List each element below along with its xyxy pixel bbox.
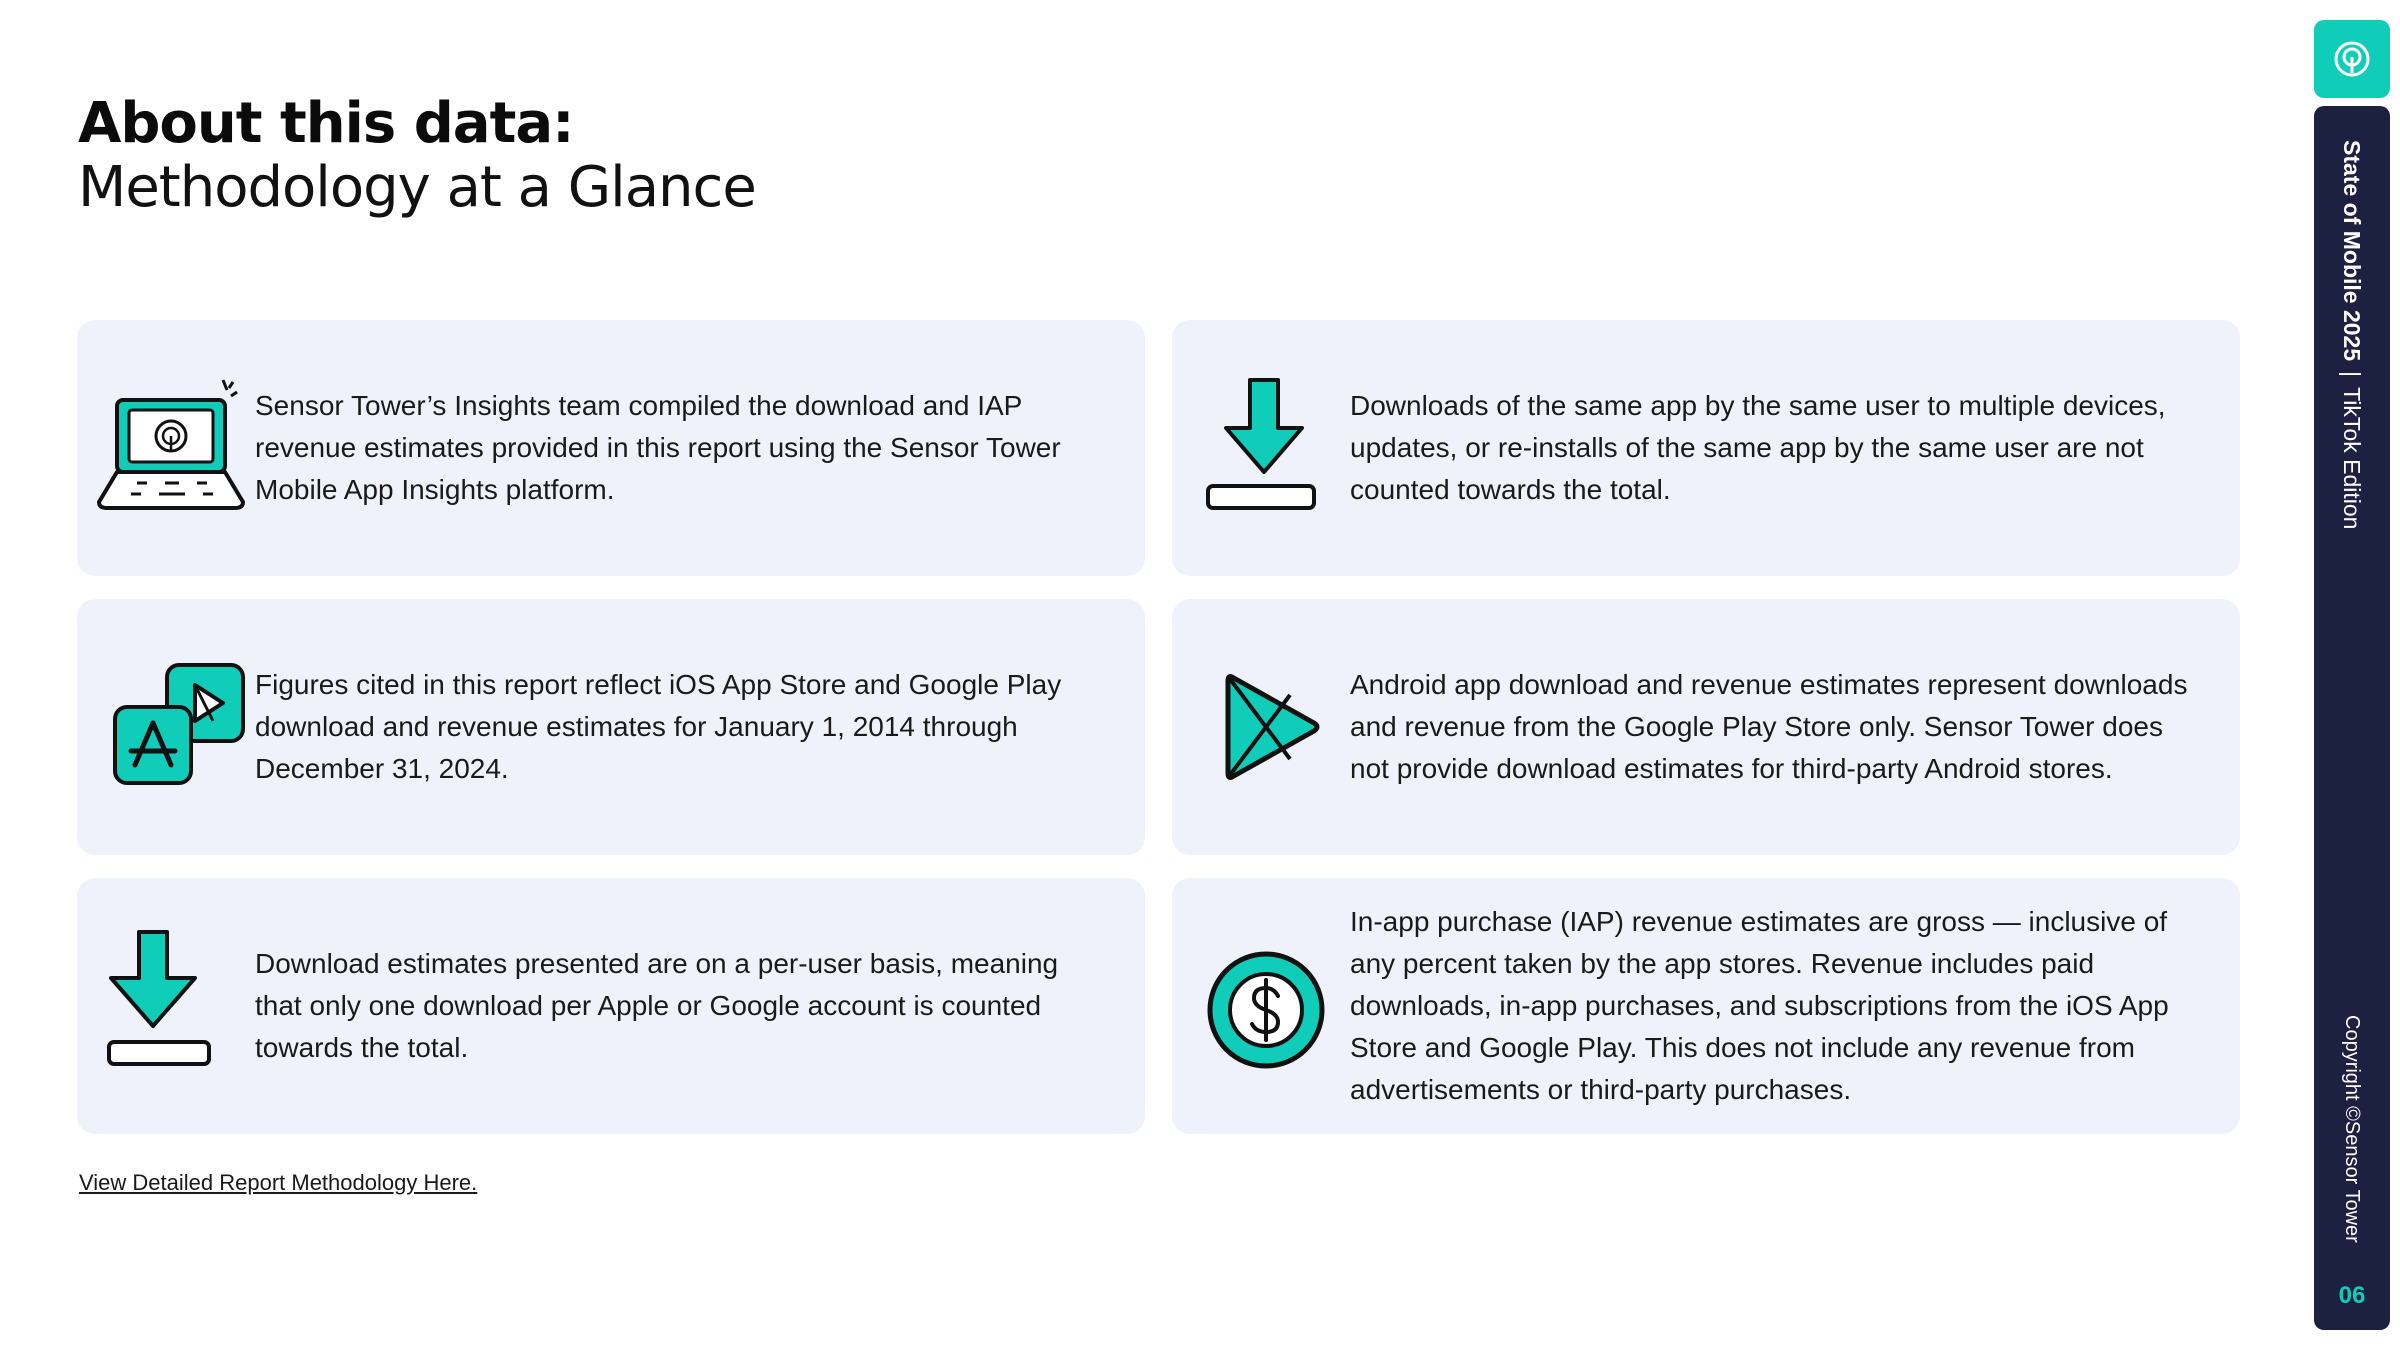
download-icon <box>1190 368 1350 528</box>
logo-button[interactable] <box>2314 20 2390 98</box>
dollar-coin-icon <box>1190 926 1350 1086</box>
card-text: Download estimates presented are on a per-user basis, meaning that only one download per Apple or Google account is counted towards the total. <box>255 948 1059 1063</box>
card-text: Sensor Tower’s Insights team compiled the download and IAP revenue estimates provided in this report using the Sensor Tower Mobile App Insights platform. <box>255 390 1061 505</box>
sensor-tower-logo-icon <box>2332 39 2372 79</box>
methodology-link[interactable]: View Detailed Report Methodology Here. <box>79 1170 478 1195</box>
methodology-card <box>77 320 1145 576</box>
methodology-card <box>77 878 1145 1134</box>
google-play-icon <box>1190 647 1350 807</box>
page-number: 06 <box>2338 1282 2366 1309</box>
methodology-card <box>1172 320 2240 576</box>
card-text: Downloads of the same app by the same user to multiple devices, updates, or re-installs of the same app by the same user are not counted towards the total. <box>1350 390 2166 505</box>
report-edition: TikTok Edition <box>2339 387 2365 530</box>
methodology-card <box>1172 878 2240 1134</box>
report-name: State of Mobile 2025 <box>2339 140 2365 362</box>
page-header <box>78 92 756 221</box>
card-text: In-app purchase (IAP) revenue estimates are gross — inclusive of any percent taken by the app stores. Revenue includes paid downloads, in-app purchases, and subscriptions from the iOS App Store and Google Play. This does not include any revenue from advertisements or third-party purchases. <box>1350 906 2169 1105</box>
page-title: About this data: <box>78 91 574 156</box>
page-subtitle: Methodology at a Glance <box>78 155 756 221</box>
laptop-icon <box>95 368 255 528</box>
report-title <box>2337 140 2367 529</box>
copyright-text: Copyright ©Sensor Tower <box>2341 1015 2363 1243</box>
app-stores-icon <box>95 647 255 807</box>
card-text: Android app download and revenue estimates represent downloads and revenue from the Google Play Store only. Sensor Tower does not provide download estimates for third-party Android stores. <box>1350 669 2188 784</box>
methodology-card <box>1172 599 2240 855</box>
methodology-card <box>77 599 1145 855</box>
card-text: Figures cited in this report reflect iOS App Store and Google Play download and revenue estimates for January 1, 2014 through December 31, 2024. <box>255 669 1062 784</box>
download-icon <box>95 926 255 1086</box>
title-separator: | <box>2339 371 2365 378</box>
